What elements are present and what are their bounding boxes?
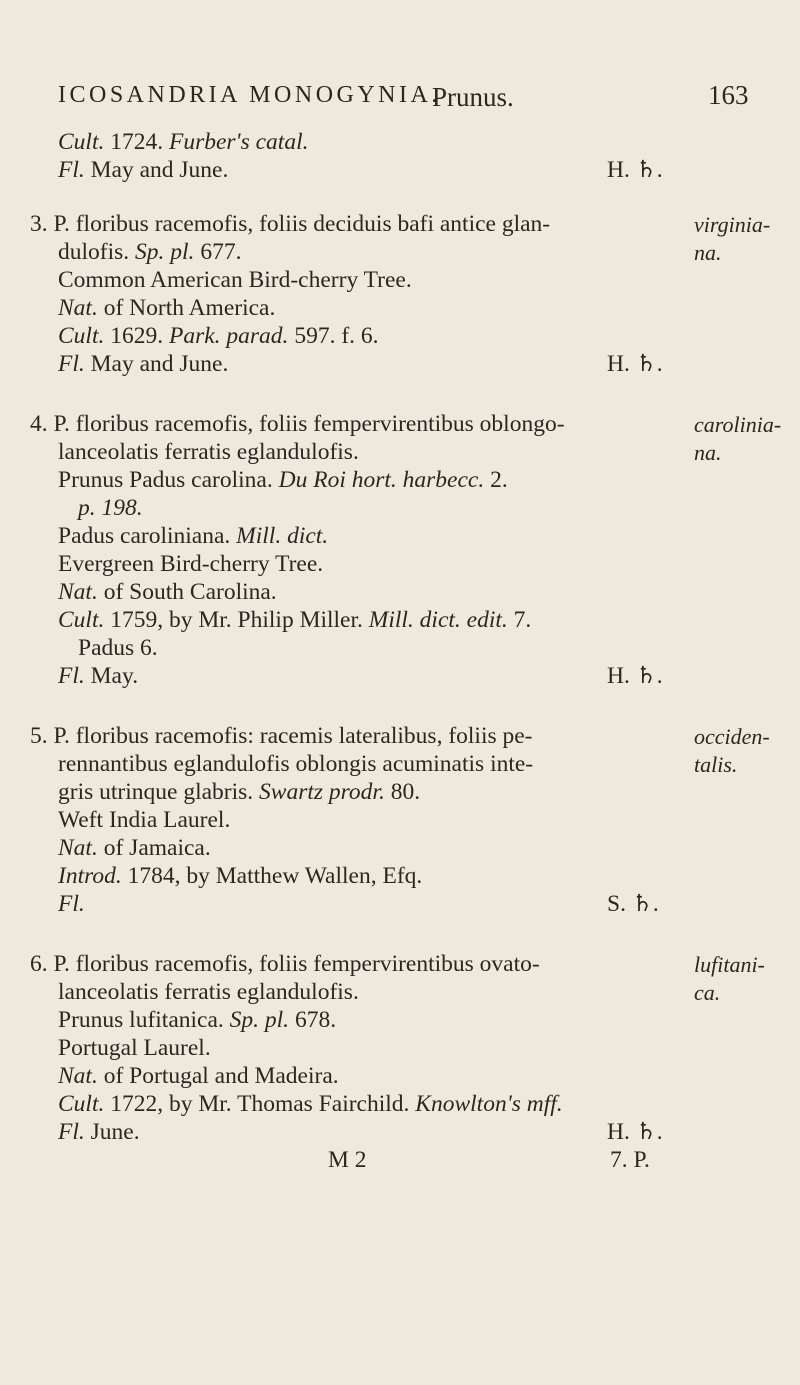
species-6-line-2: lanceolatis ferratis eglandulofis.: [58, 979, 359, 1005]
species-6-line-1: 6. P. floribus racemofis, foliis fempervirentibus ovato-: [30, 951, 540, 977]
species-4-margin-name-1: carolinia-: [694, 412, 782, 437]
intro-habitat: H. ♄.: [607, 157, 663, 183]
species-3-line-2: dulofis. Sp. pl. 677.: [58, 239, 242, 265]
page-number: 163: [708, 80, 749, 110]
intro-fl-line: Fl. May and June.: [58, 157, 229, 183]
species-6-margin-name-2: ca.: [694, 980, 721, 1005]
species-4-synonym-1-page: p. 198.: [78, 495, 143, 521]
species-3-margin-name-2: na.: [694, 240, 722, 265]
species-5-introduced: Introd. 1784, by Matthew Wallen, Efq.: [58, 863, 423, 889]
species-4-common-name: Evergreen Bird-cherry Tree.: [58, 551, 324, 577]
species-4-habitat: H. ♄.: [607, 663, 663, 689]
species-5-habitat: S. ♄.: [607, 891, 659, 917]
species-3-flowering: Fl. May and June.: [58, 351, 229, 377]
species-4-synonym-2: Padus caroliniana. Mill. dict.: [58, 523, 329, 549]
species-6-cult: Cult. 1722, by Mr. Thomas Fairchild. Knowlton's mff.: [58, 1091, 563, 1117]
species-5-margin-name-1: occiden-: [694, 724, 770, 749]
species-5-line-3: gris utrinque glabris. Swartz prodr. 80.: [58, 779, 421, 805]
signature-mark: M 2: [328, 1147, 367, 1173]
species-6-native: Nat. of Portugal and Madeira.: [58, 1063, 339, 1089]
species-3-native: Nat. of North America.: [58, 295, 276, 321]
species-6-habitat: H. ♄.: [607, 1119, 663, 1145]
species-6-flowering: Fl. June.: [58, 1119, 140, 1145]
intro-cult-line: Cult. 1724. Furber's catal.: [58, 129, 309, 155]
running-head-class: ICOSANDRIA MONOGYNIA.: [58, 82, 441, 108]
species-5-common-name: Weft India Laurel.: [58, 807, 231, 833]
species-3-cult: Cult. 1629. Park. parad. 597. f. 6.: [58, 323, 379, 349]
species-4-margin-name-2: na.: [694, 440, 722, 465]
catchword: 7. P.: [610, 1147, 650, 1173]
running-head-genus: Prunus.: [432, 82, 514, 112]
species-6-margin-name-1: lufitani-: [694, 952, 765, 977]
species-4-flowering: Fl. May.: [58, 663, 139, 689]
species-5-line-1: 5. P. floribus racemofis: racemis lateralibus, foliis pe-: [30, 723, 533, 749]
species-3-margin-name-1: virginia-: [694, 212, 771, 237]
species-4-cult-line-2: Padus 6.: [78, 635, 158, 661]
species-6-synonym: Prunus lufitanica. Sp. pl. 678.: [58, 1007, 337, 1033]
species-4-cult: Cult. 1759, by Mr. Philip Miller. Mill. dict. edit. 7.: [58, 607, 532, 633]
species-6-common-name: Portugal Laurel.: [58, 1035, 211, 1061]
species-5-margin-name-2: talis.: [694, 752, 738, 777]
species-3-common-name: Common American Bird-cherry Tree.: [58, 267, 412, 293]
species-3-line-1: 3. P. floribus racemofis, foliis deciduis bafi antice glan-: [30, 211, 551, 237]
species-4-line-2: lanceolatis ferratis eglandulofis.: [58, 439, 359, 465]
species-3-habitat: H. ♄.: [607, 351, 663, 377]
species-4-native: Nat. of South Carolina.: [58, 579, 277, 605]
species-5-native: Nat. of Jamaica.: [58, 835, 211, 861]
species-5-line-2: rennantibus eglandulofis oblongis acuminatis inte-: [58, 751, 534, 777]
species-5-flowering: Fl.: [58, 891, 85, 917]
species-4-line-1: 4. P. floribus racemofis, foliis fempervirentibus oblongo-: [30, 411, 565, 437]
species-4-synonym-1: Prunus Padus carolina. Du Roi hort. harbecc. 2.: [58, 467, 508, 493]
